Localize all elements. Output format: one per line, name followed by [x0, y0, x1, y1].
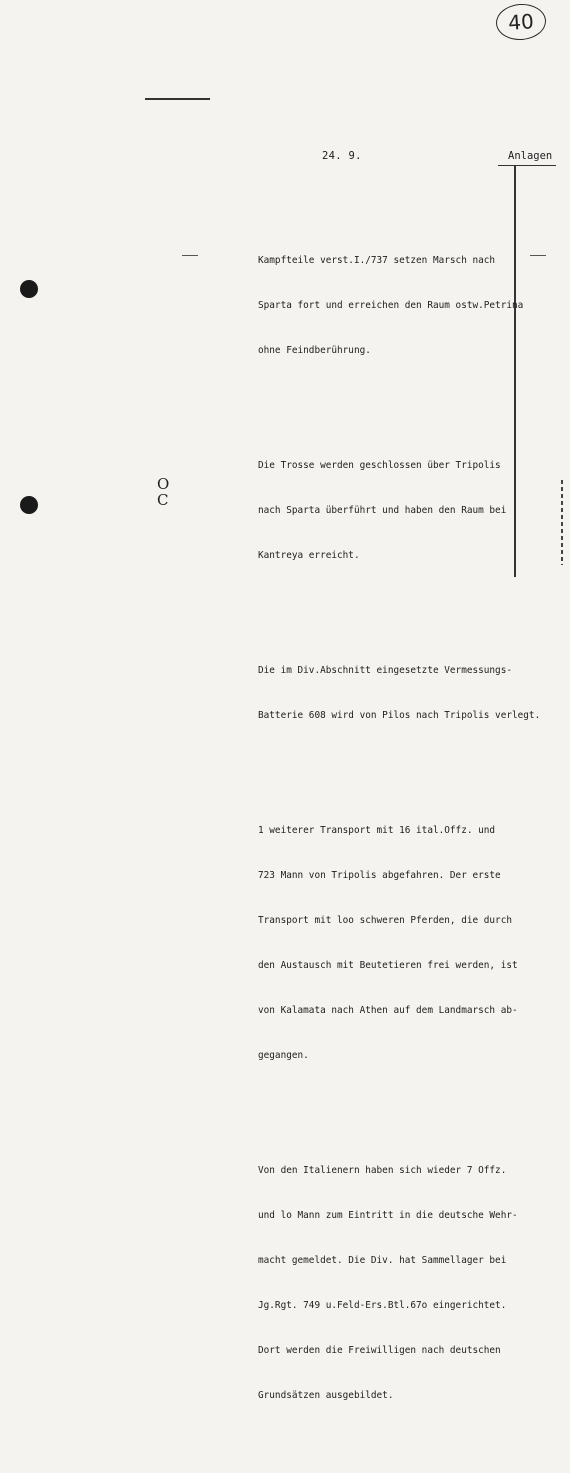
- text-line: Von den Italienern haben sich wieder 7 Offz.: [258, 1165, 507, 1176]
- margin-note-line: C: [157, 491, 169, 509]
- top-margin-mark: [145, 98, 210, 100]
- text-line: Transport mit loo schweren Pferden, die durch: [258, 915, 512, 926]
- text-line: Kantreya erreicht.: [258, 550, 360, 561]
- text-line: Grundsätzen ausgebildet.: [258, 1390, 394, 1401]
- text-line: von Kalamata nach Athen auf dem Landmarsch ab-: [258, 1005, 518, 1016]
- paragraph-3: [258, 633, 541, 753]
- annex-column-header: Anlagen: [508, 150, 553, 162]
- edge-mark: [561, 480, 563, 565]
- text-line: 1 weiterer Transport mit 16 ital.Offz. und: [258, 825, 496, 836]
- text-line: Die im Div.Abschnitt eingesetzte Vermessungs-: [258, 665, 512, 676]
- text-line: ohne Feindberührung.: [258, 345, 371, 356]
- punch-hole-bottom: [20, 496, 38, 514]
- text-line: Die Trosse werden geschlossen über Tripolis: [258, 460, 501, 471]
- text-line: Dort werden die Freiwilligen nach deutschen: [258, 1345, 501, 1356]
- margin-dash-right: [530, 255, 546, 256]
- punch-hole-top: [20, 280, 38, 298]
- text-line: den Austausch mit Beutetieren frei werden, ist: [258, 960, 518, 971]
- margin-note: [157, 476, 169, 508]
- text-line: und lo Mann zum Eintritt in die deutsche Wehr-: [258, 1210, 518, 1221]
- paragraph-4: [258, 793, 520, 1093]
- margin-note-line: O: [157, 475, 170, 493]
- text-line: 723 Mann von Tripolis abgefahren. Der erste: [258, 870, 501, 881]
- text-line: macht gemeldet. Die Div. hat Sammellager bei: [258, 1255, 507, 1266]
- text-line: Batterie 608 wird von Pilos nach Tripolis verlegt.: [258, 710, 541, 721]
- paragraph-1: [258, 223, 524, 388]
- margin-dash-left: [182, 255, 198, 256]
- text-line: nach Sparta überführt und haben den Raum bei: [258, 505, 507, 516]
- text-line: Kampfteile verst.I./737 setzen Marsch nach: [258, 255, 496, 266]
- diary-entry-body: [258, 193, 541, 1473]
- page-number: 40: [495, 2, 547, 41]
- annex-header-rule: [498, 165, 556, 166]
- entry-date: 24. 9.: [322, 150, 362, 162]
- text-line: Jg.Rgt. 749 u.Feld-Ers.Btl.67o eingerichtet.: [258, 1300, 507, 1311]
- text-line: gegangen.: [258, 1050, 309, 1061]
- paragraph-5: [258, 1133, 520, 1433]
- text-line: Sparta fort und erreichen den Raum ostw.Petrina: [258, 300, 524, 311]
- paragraph-2: [258, 428, 520, 593]
